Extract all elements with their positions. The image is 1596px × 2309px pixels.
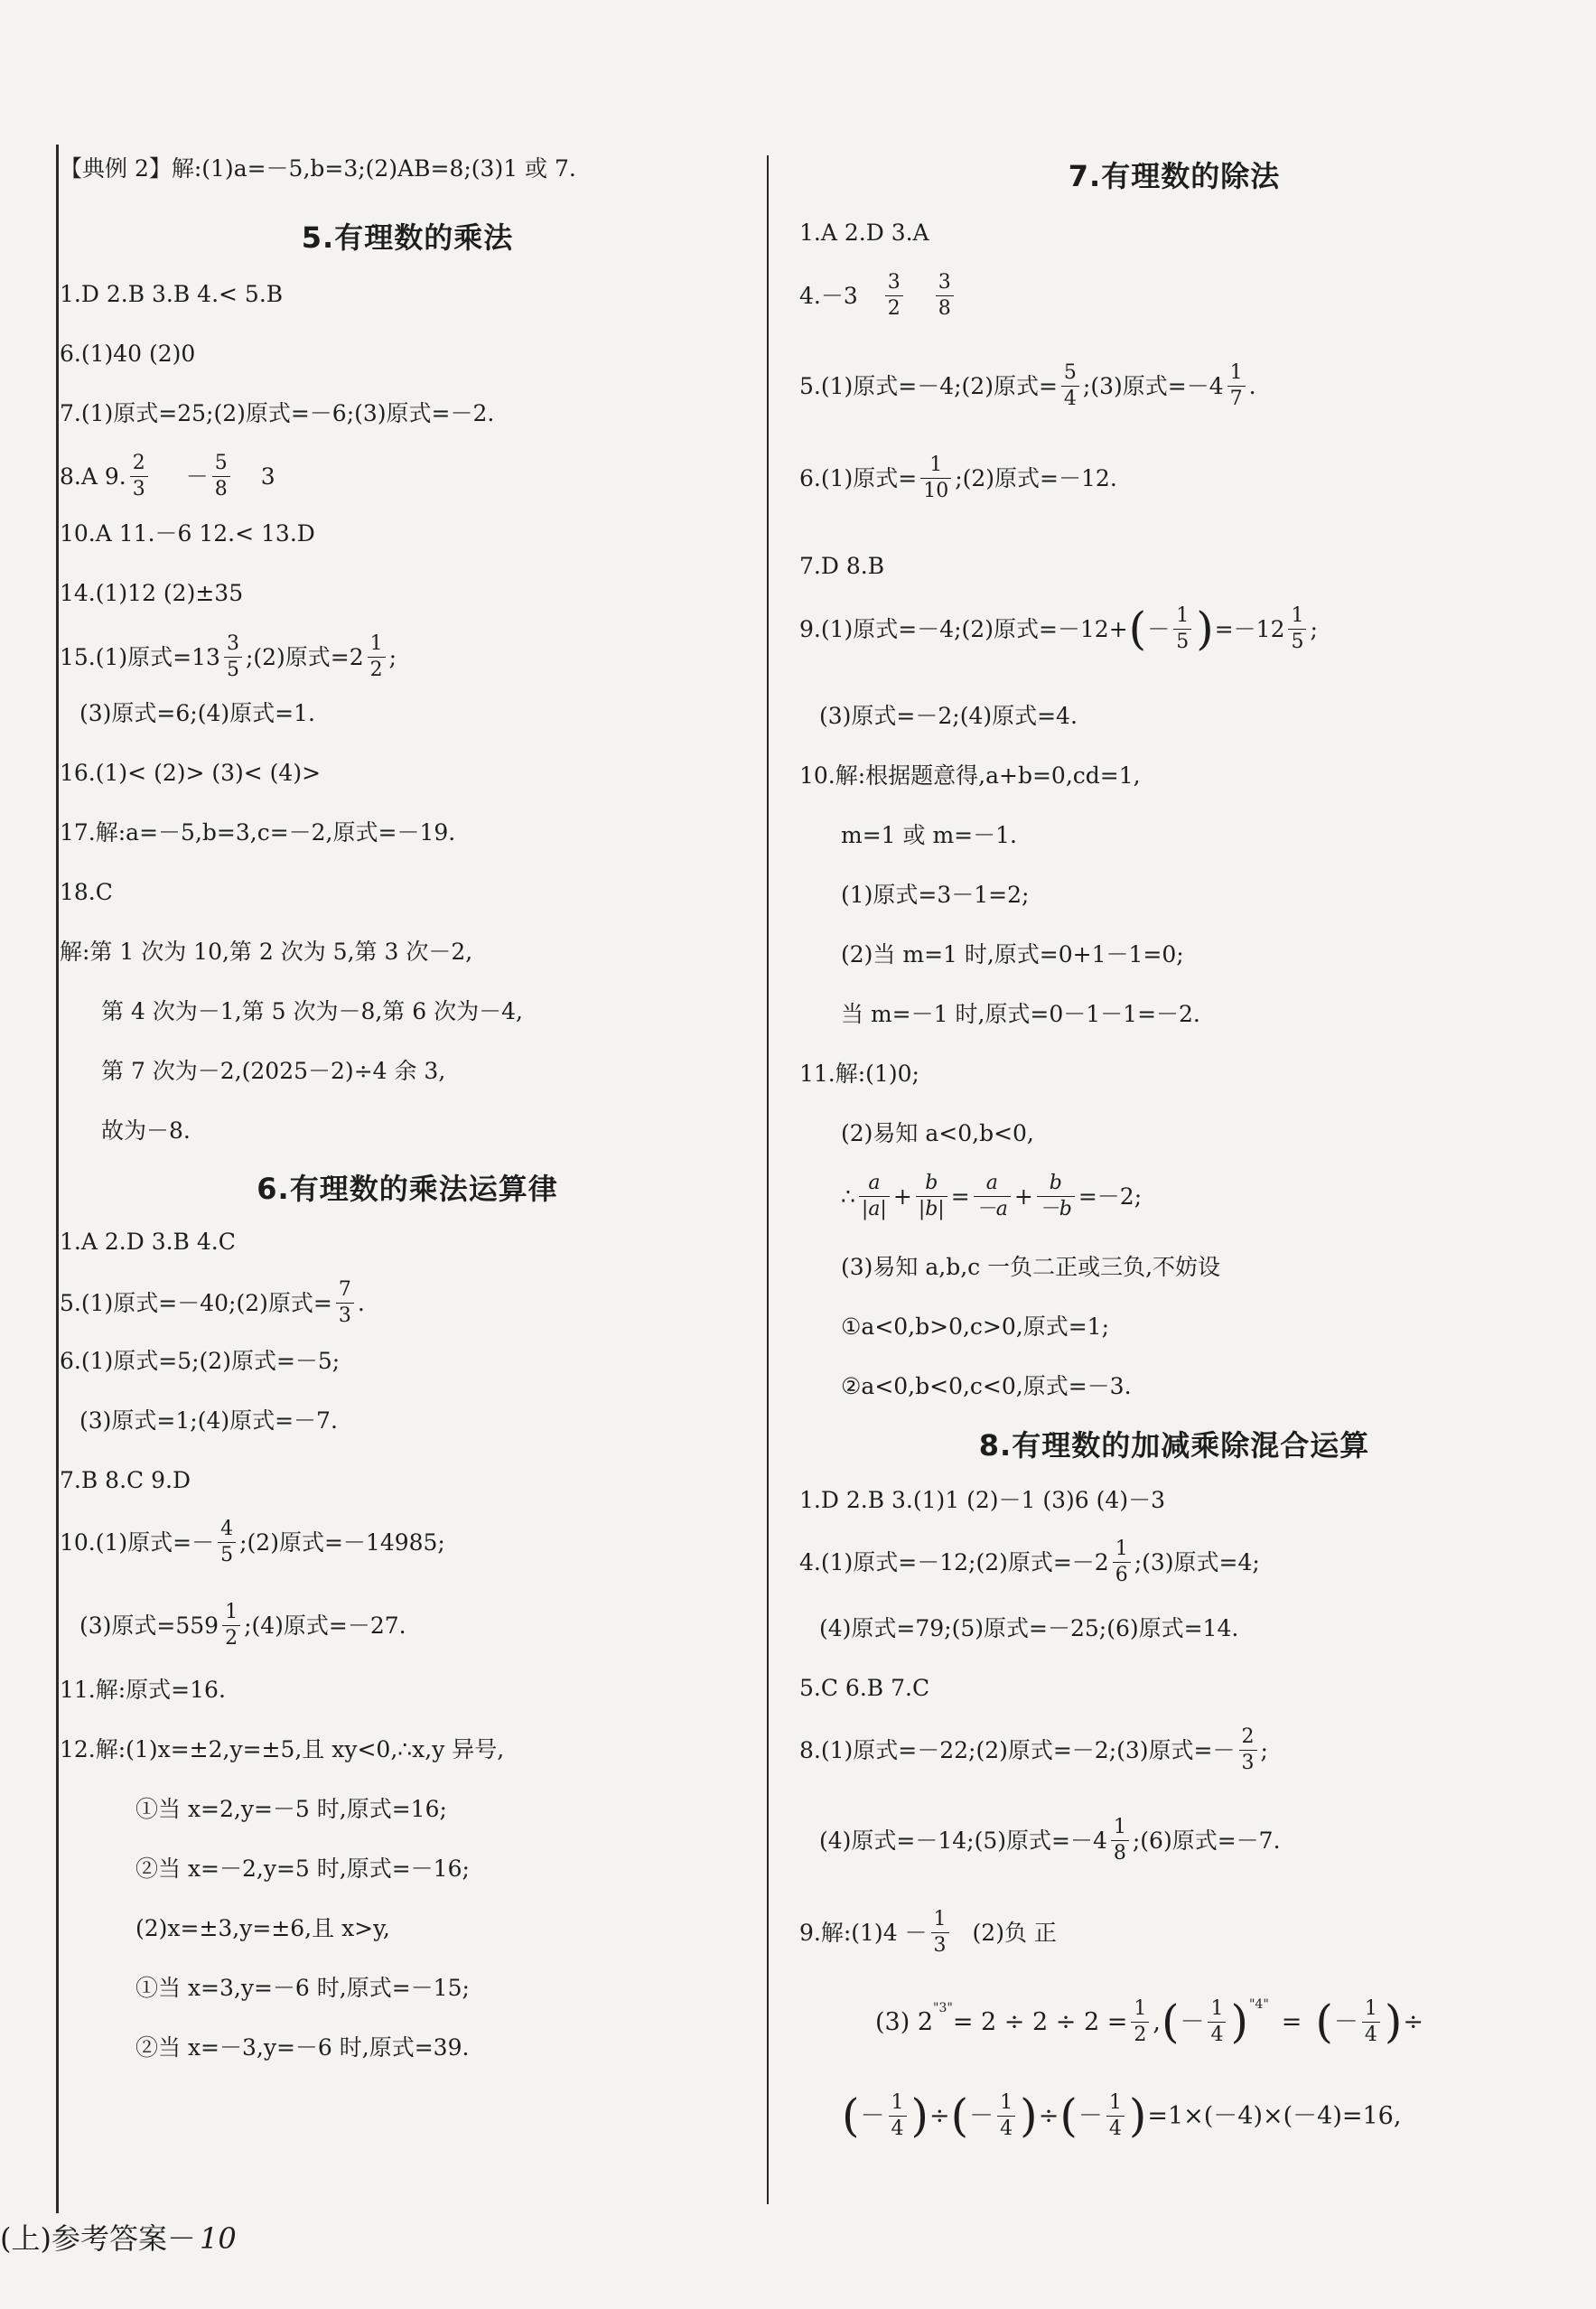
answer-text: 10.(1)原式=－ bbox=[60, 1528, 215, 1556]
answer-line: 解:第 1 次为 10,第 2 次为 5,第 3 次－2, bbox=[60, 939, 473, 965]
answer-text: － bbox=[1180, 2007, 1205, 2036]
answer-line-fractions bbox=[799, 361, 1256, 410]
answer-text: (3)原式=559 bbox=[79, 1612, 219, 1639]
denominator: 4 bbox=[1362, 2022, 1380, 2045]
answer-line: 7.D 8.B bbox=[799, 553, 885, 579]
answer-text: (3) 2 bbox=[875, 2007, 934, 2036]
answer-line: 6.(1)40 (2)0 bbox=[60, 341, 196, 367]
numerator: 1 bbox=[1134, 1997, 1147, 2021]
answer-line: 1.D 2.B 3.B 4.< 5.B bbox=[60, 281, 284, 307]
answer-text: 3 bbox=[260, 463, 275, 490]
numerator: 1 bbox=[891, 2091, 904, 2115]
fraction bbox=[859, 1173, 890, 1219]
answer-text: = bbox=[950, 1183, 970, 1210]
right-paren: ) bbox=[1384, 1996, 1403, 2048]
answer-text: ;(2)原式=－14985; bbox=[239, 1528, 445, 1556]
answer-text: . bbox=[357, 1289, 365, 1316]
numerator: 7 bbox=[338, 1278, 351, 1302]
left-paren: ( bbox=[1128, 603, 1147, 655]
answer-line: 14.(1)12 (2)±35 bbox=[60, 580, 244, 606]
answer-line: 1.D 2.B 3.(1)1 (2)－1 (3)6 (4)－3 bbox=[799, 1487, 1165, 1513]
answer-text: 4.－3 bbox=[799, 282, 858, 309]
left-paren: ( bbox=[842, 2089, 860, 2142]
fraction bbox=[222, 1602, 240, 1648]
fraction bbox=[368, 633, 386, 679]
answer-line: 7.(1)原式=25;(2)原式=－6;(3)原式=－2. bbox=[60, 400, 495, 426]
answer-text: + bbox=[1013, 1183, 1033, 1210]
right-paren: ) bbox=[1196, 603, 1214, 655]
fraction bbox=[1227, 362, 1246, 408]
fraction bbox=[885, 272, 903, 318]
answer-text: 8.A 9. bbox=[60, 463, 126, 490]
answer-line: 当 m=－1 时,原式=0－1－1=－2. bbox=[841, 1001, 1200, 1027]
numerator: a bbox=[985, 1172, 998, 1195]
answer-line: 12.解:(1)x=±2,y=±5,且 xy<0,∴x,y 异号, bbox=[60, 1736, 505, 1762]
right-paren: ) bbox=[1020, 2089, 1038, 2142]
denominator: 3 bbox=[931, 1932, 949, 1956]
fraction bbox=[974, 1173, 1011, 1219]
numerator: 1 bbox=[1000, 2091, 1013, 2115]
numerator: 1 bbox=[1229, 361, 1243, 385]
numerator: 4 bbox=[220, 1518, 234, 1541]
answer-text: . bbox=[1248, 372, 1256, 399]
answer-text: － bbox=[1333, 2007, 1358, 2036]
answer-line: (2)当 m=1 时,原式=0+1－1=0; bbox=[841, 941, 1184, 968]
left-paren: ( bbox=[1315, 1996, 1333, 2048]
numerator: b bbox=[1049, 1172, 1062, 1195]
left-paren: ( bbox=[950, 2089, 969, 2142]
numerator: 1 bbox=[1115, 1538, 1128, 1561]
left-paren: ( bbox=[1059, 2089, 1078, 2142]
answer-line: ②当 x=－2,y=5 时,原式=－16; bbox=[135, 1856, 470, 1882]
denominator: 6 bbox=[1113, 1562, 1131, 1585]
denominator: 5 bbox=[1288, 629, 1306, 652]
superscript: "3" bbox=[933, 2001, 953, 2015]
denominator: 7 bbox=[1227, 386, 1246, 409]
numerator: 1 bbox=[1176, 604, 1190, 628]
answer-line-fractions bbox=[60, 1518, 445, 1566]
answer-line: 第 4 次为－1,第 5 次为－8,第 6 次为－4, bbox=[101, 998, 523, 1024]
answer-line: 17.解:a=－5,b=3,c=－2,原式=－19. bbox=[60, 819, 456, 846]
denominator: 5 bbox=[1173, 629, 1191, 652]
denominator: －b bbox=[1037, 1196, 1075, 1220]
fraction bbox=[1208, 1998, 1226, 2044]
answer-text: － bbox=[1078, 2101, 1103, 2130]
denominator: 2 bbox=[885, 295, 903, 319]
answer-text: ÷ bbox=[1403, 2007, 1424, 2036]
denominator: 8 bbox=[212, 476, 230, 500]
right-paren: ) bbox=[1230, 1996, 1248, 2048]
denominator: 3 bbox=[1239, 1750, 1257, 1773]
answer-text: =－2; bbox=[1078, 1183, 1143, 1210]
footer-label: (上)参考答案－ bbox=[0, 2221, 196, 2256]
answer-text: = 2 ÷ 2 ÷ 2 = bbox=[952, 2007, 1128, 2036]
answer-line: (3)易知 a,b,c 一负二正或三负,不妨设 bbox=[841, 1254, 1221, 1280]
fraction bbox=[889, 2092, 907, 2138]
answer-text: ∴ bbox=[841, 1183, 855, 1210]
answer-line: 第 7 次为－2,(2025－2)÷4 余 3, bbox=[101, 1058, 446, 1084]
answer-line-fractions bbox=[60, 1278, 365, 1327]
section-6-title: 6.有理数的乘法运算律 bbox=[257, 1172, 558, 1206]
answer-line: (3)原式=1;(4)原式=－7. bbox=[79, 1407, 338, 1434]
numerator: 1 bbox=[929, 453, 943, 477]
answer-line: m=1 或 m=－1. bbox=[841, 822, 1017, 848]
fraction bbox=[1131, 1998, 1149, 2044]
fraction bbox=[1037, 1173, 1075, 1219]
numerator: 1 bbox=[369, 632, 383, 656]
answer-line: 18.C bbox=[60, 879, 113, 905]
denominator: 3 bbox=[336, 1303, 354, 1326]
answer-line: ①a<0,b>0,c>0,原式=1; bbox=[841, 1313, 1109, 1340]
answer-text: ;(4)原式=－27. bbox=[244, 1612, 406, 1639]
answer-text: － bbox=[185, 463, 209, 490]
answer-line: 11.解:原式=16. bbox=[60, 1677, 226, 1703]
answer-line: 16.(1)< (2)> (3)< (4)> bbox=[60, 760, 322, 786]
section-5-title: 5.有理数的乘法 bbox=[301, 220, 514, 255]
answer-line: 6.(1)原式=5;(2)原式=－5; bbox=[60, 1348, 341, 1374]
answer-text: = bbox=[1281, 2007, 1302, 2036]
answer-line: ②a<0,b<0,c<0,原式=－3. bbox=[841, 1373, 1132, 1399]
answer-text: 6.(1)原式= bbox=[799, 464, 918, 491]
fraction bbox=[936, 272, 954, 318]
answer-text: =1×(－4)×(－4)=16, bbox=[1147, 2101, 1402, 2130]
answer-line-fractions bbox=[799, 271, 957, 320]
numerator: 1 bbox=[1291, 604, 1304, 628]
column-divider bbox=[767, 155, 769, 2204]
answer-text: (2)负 正 bbox=[972, 1919, 1057, 1946]
answer-line: 5.C 6.B 7.C bbox=[799, 1675, 930, 1701]
denominator: －a bbox=[974, 1196, 1011, 1220]
numerator: 1 bbox=[1364, 1997, 1377, 2021]
answer-line: (1)原式=3－1=2; bbox=[841, 882, 1030, 908]
denominator: 10 bbox=[920, 478, 951, 501]
superscript: "4" bbox=[1248, 1997, 1269, 2012]
denominator: 4 bbox=[1208, 2022, 1226, 2045]
fraction bbox=[130, 453, 148, 499]
answer-text: 9.解:(1)4 － bbox=[799, 1919, 928, 1946]
fraction bbox=[1106, 2092, 1125, 2138]
answer-line-fractions bbox=[799, 603, 1318, 654]
answer-text: + bbox=[892, 1183, 912, 1210]
answer-line: 1.A 2.D 3.A bbox=[799, 220, 929, 246]
denominator: 8 bbox=[1111, 1840, 1129, 1864]
denominator: 5 bbox=[224, 657, 242, 680]
answer-text: 4.(1)原式=－12;(2)原式=－2 bbox=[799, 1548, 1109, 1575]
section-7-title: 7.有理数的除法 bbox=[1068, 159, 1281, 193]
numerator: 5 bbox=[1063, 361, 1077, 385]
denominator: |a| bbox=[859, 1196, 890, 1220]
fraction bbox=[336, 1279, 354, 1325]
denominator: 4 bbox=[997, 2116, 1015, 2139]
fraction bbox=[212, 453, 230, 499]
denominator: 5 bbox=[218, 1542, 236, 1566]
answer-text: =－12 bbox=[1214, 615, 1285, 642]
answer-text: ;(6)原式=－7. bbox=[1132, 1827, 1281, 1854]
answer-text: ÷ bbox=[929, 2101, 950, 2130]
answer-text: － bbox=[969, 2101, 994, 2130]
answer-text: ÷ bbox=[1038, 2101, 1059, 2130]
answer-line: ①当 x=3,y=－6 时,原式=－15; bbox=[135, 1975, 470, 2001]
fraction bbox=[218, 1519, 236, 1565]
answer-line: (3)原式=－2;(4)原式=4. bbox=[819, 703, 1078, 729]
left-margin-rule bbox=[56, 145, 59, 2213]
numerator: 2 bbox=[132, 452, 145, 475]
example-2-answer: 【典例 2】解:(1)a=－5,b=3;(2)AB=8;(3)1 或 7. bbox=[60, 155, 576, 182]
fraction bbox=[920, 454, 951, 500]
answer-line-fractions bbox=[60, 632, 397, 681]
answer-line-fractions bbox=[799, 1816, 1281, 1865]
page-footer bbox=[0, 2216, 237, 2258]
denominator: 2 bbox=[222, 1625, 240, 1649]
answer-text: , bbox=[1153, 2007, 1161, 2036]
answer-line-fractions bbox=[799, 453, 1117, 502]
numerator: a bbox=[868, 1172, 881, 1195]
answer-line: 10.解:根据题意得,a+b=0,cd=1, bbox=[799, 762, 1141, 789]
answer-text: (4)原式=－14;(5)原式=－4 bbox=[819, 1827, 1107, 1854]
answer-line-fractions bbox=[799, 1538, 1260, 1586]
answer-line: (4)原式=79;(5)原式=－25;(6)原式=14. bbox=[819, 1615, 1239, 1641]
fraction bbox=[1113, 1538, 1131, 1585]
answer-text: ; bbox=[1310, 615, 1318, 642]
denominator: |b| bbox=[916, 1196, 947, 1220]
numerator: 3 bbox=[226, 632, 239, 656]
denominator: 2 bbox=[1131, 2022, 1149, 2045]
numerator: 1 bbox=[933, 1908, 947, 1931]
answer-line-fractions bbox=[60, 1601, 406, 1650]
answer-text: 5.(1)原式=－40;(2)原式= bbox=[60, 1289, 332, 1316]
answer-line: ①当 x=2,y=－5 时,原式=16; bbox=[135, 1796, 447, 1822]
answer-line-fractions bbox=[799, 1725, 1268, 1774]
numerator: 1 bbox=[225, 1601, 238, 1624]
answer-text: ;(3)原式=－4 bbox=[1082, 372, 1224, 399]
answer-line: ②当 x=－3,y=－6 时,原式=39. bbox=[135, 2034, 470, 2061]
page-number: 10 bbox=[199, 2221, 237, 2256]
section-8-title: 8.有理数的加减乘除混合运算 bbox=[978, 1428, 1370, 1463]
answer-line: (2)x=±3,y=±6,且 x>y, bbox=[135, 1915, 390, 1941]
fraction bbox=[931, 1909, 949, 1955]
numerator: 2 bbox=[1241, 1725, 1255, 1749]
denominator: 8 bbox=[936, 295, 954, 319]
answer-text: 5.(1)原式=－4;(2)原式= bbox=[799, 372, 1058, 399]
answer-text: ;(2)原式=2 bbox=[245, 643, 364, 670]
numerator: 5 bbox=[214, 452, 228, 475]
answer-line-fractions bbox=[799, 1171, 1142, 1221]
answer-line-fractions bbox=[799, 2089, 1401, 2143]
fraction bbox=[1288, 605, 1306, 651]
answer-text: 15.(1)原式=13 bbox=[60, 643, 220, 670]
denominator: 4 bbox=[1061, 386, 1079, 409]
fraction bbox=[916, 1173, 947, 1219]
fraction bbox=[1239, 1726, 1257, 1772]
numerator: 3 bbox=[938, 271, 951, 294]
answer-text: ;(3)原式=4; bbox=[1134, 1548, 1260, 1575]
answer-text: － bbox=[860, 2101, 885, 2130]
numerator: 1 bbox=[1113, 1816, 1126, 1839]
fraction bbox=[1362, 1998, 1380, 2044]
answer-text: ; bbox=[388, 643, 397, 670]
answer-line: 1.A 2.D 3.B 4.C bbox=[60, 1229, 236, 1255]
denominator: 2 bbox=[368, 657, 386, 680]
denominator: 4 bbox=[1106, 2116, 1125, 2139]
answer-text: 8.(1)原式=－22;(2)原式=－2;(3)原式=－ bbox=[799, 1736, 1236, 1763]
answer-text: 9.(1)原式=－4;(2)原式=－12+ bbox=[799, 615, 1128, 642]
answer-text: ; bbox=[1260, 1736, 1268, 1763]
answer-line-fractions bbox=[60, 452, 275, 500]
numerator: 1 bbox=[1210, 1997, 1224, 2021]
answer-line: 10.A 11.－6 12.< 13.D bbox=[60, 520, 315, 547]
answer-line-fractions bbox=[799, 1995, 1423, 2049]
answer-text: ;(2)原式=－12. bbox=[955, 464, 1117, 491]
fraction bbox=[1111, 1817, 1129, 1863]
fraction bbox=[1061, 362, 1079, 408]
answer-line: (2)易知 a<0,b<0, bbox=[841, 1120, 1034, 1146]
fraction bbox=[997, 2092, 1015, 2138]
right-paren: ) bbox=[910, 2089, 929, 2142]
answer-text: － bbox=[1147, 615, 1171, 642]
answer-line: (3)原式=6;(4)原式=1. bbox=[79, 700, 315, 726]
right-paren: ) bbox=[1128, 2089, 1147, 2142]
denominator: 3 bbox=[130, 476, 148, 500]
numerator: 1 bbox=[1108, 2091, 1122, 2115]
left-paren: ( bbox=[1161, 1996, 1180, 2048]
answer-line: 11.解:(1)0; bbox=[799, 1061, 919, 1087]
denominator: 4 bbox=[889, 2116, 907, 2139]
fraction bbox=[1173, 605, 1191, 651]
answer-line: 7.B 8.C 9.D bbox=[60, 1467, 191, 1493]
numerator: b bbox=[925, 1172, 938, 1195]
fraction bbox=[224, 633, 242, 679]
numerator: 3 bbox=[887, 271, 901, 294]
answer-line: 故为－8. bbox=[101, 1117, 191, 1144]
answer-line-fractions bbox=[799, 1908, 1057, 1957]
